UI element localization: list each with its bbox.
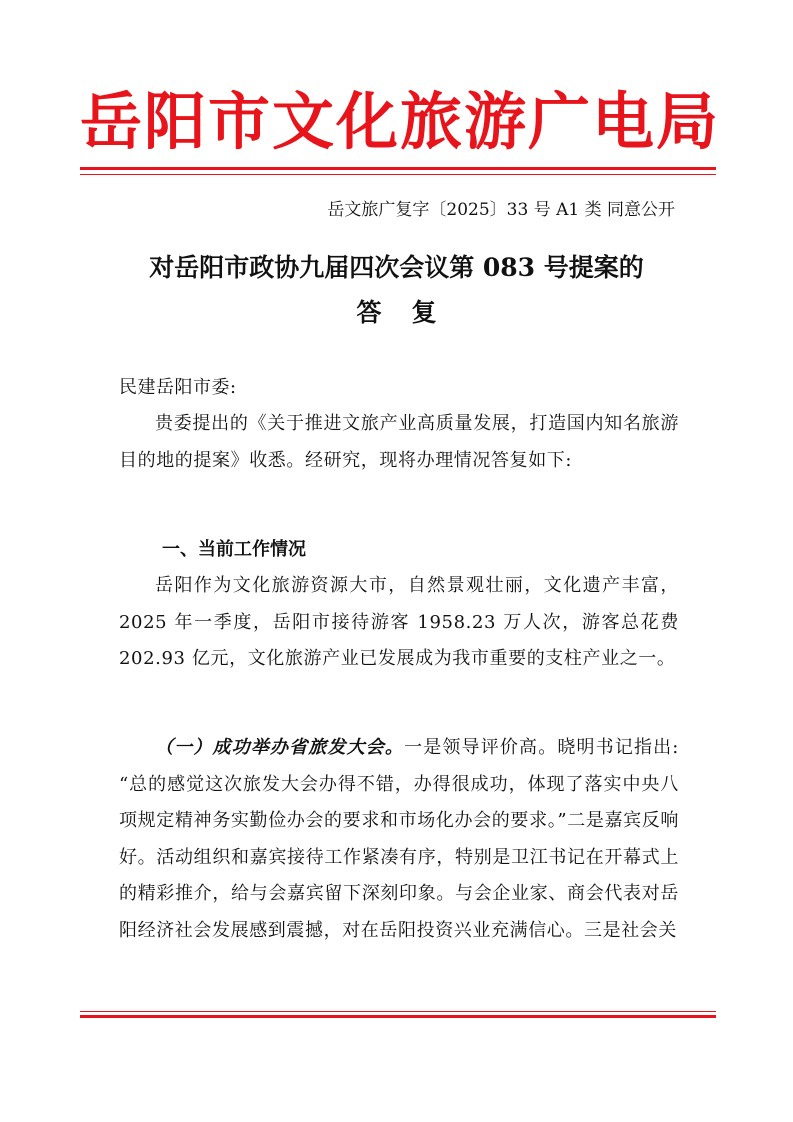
letterhead-red-rule-thin <box>80 174 716 175</box>
footer-red-rule-thick <box>80 1015 716 1018</box>
letterhead-red-rule-thick <box>80 167 716 170</box>
addressee: 民建岳阳市委: <box>119 377 237 398</box>
section-heading-current-work: 一、当前工作情况 <box>162 539 306 560</box>
document-title-line-1: 对岳阳市政协九届四次会议第 083 号提案的 <box>149 253 644 282</box>
paragraph-body-text: 一是领导评价高。晓明书记指出: “总的感觉这次旅发大会办得不错，办得很成功，体现了落实中央八项规定精神务实勤俭办会的要求和市场化办会的要求。”二是嘉宾反响好。活动组织和嘉宾接待工作紧凑有序，特别是卫江书记在开幕式上的精彩推介，给与会嘉宾留下深刻印象。与会企业家、商会代表对岳阳经济社会发展感到震撼，对在岳阳投资兴业充满信心。三是社会关 <box>119 737 679 941</box>
intro-paragraph: 贵委提出的《关于推进文旅产业高质量发展，打造国内知名旅游目的地的提案》收悉。经研究，现将办理情况答复如下: <box>119 413 679 471</box>
paragraph-lead-heading: （一）成功举办省旅发大会。 <box>155 737 405 758</box>
org-letterhead-title: 岳阳市文化旅游广电局 <box>80 85 721 158</box>
document-title-line-2: 答复 <box>356 298 467 327</box>
footer-red-rule-thin <box>80 1011 716 1012</box>
overview-paragraph: 岳阳作为文化旅游资源大市，自然景观壮丽，文化遗产丰富，2025 年一季度，岳阳市接待游客 1958.23 万人次，游客总花费 202.93 亿元，文化旅游产业已发展成为我市重要的支柱产业之一。 <box>119 575 679 669</box>
provincial-conference-paragraph <box>119 730 679 949</box>
document-number: 岳文旅广复字〔2025〕33 号 A1 类 同意公开 <box>327 200 675 220</box>
